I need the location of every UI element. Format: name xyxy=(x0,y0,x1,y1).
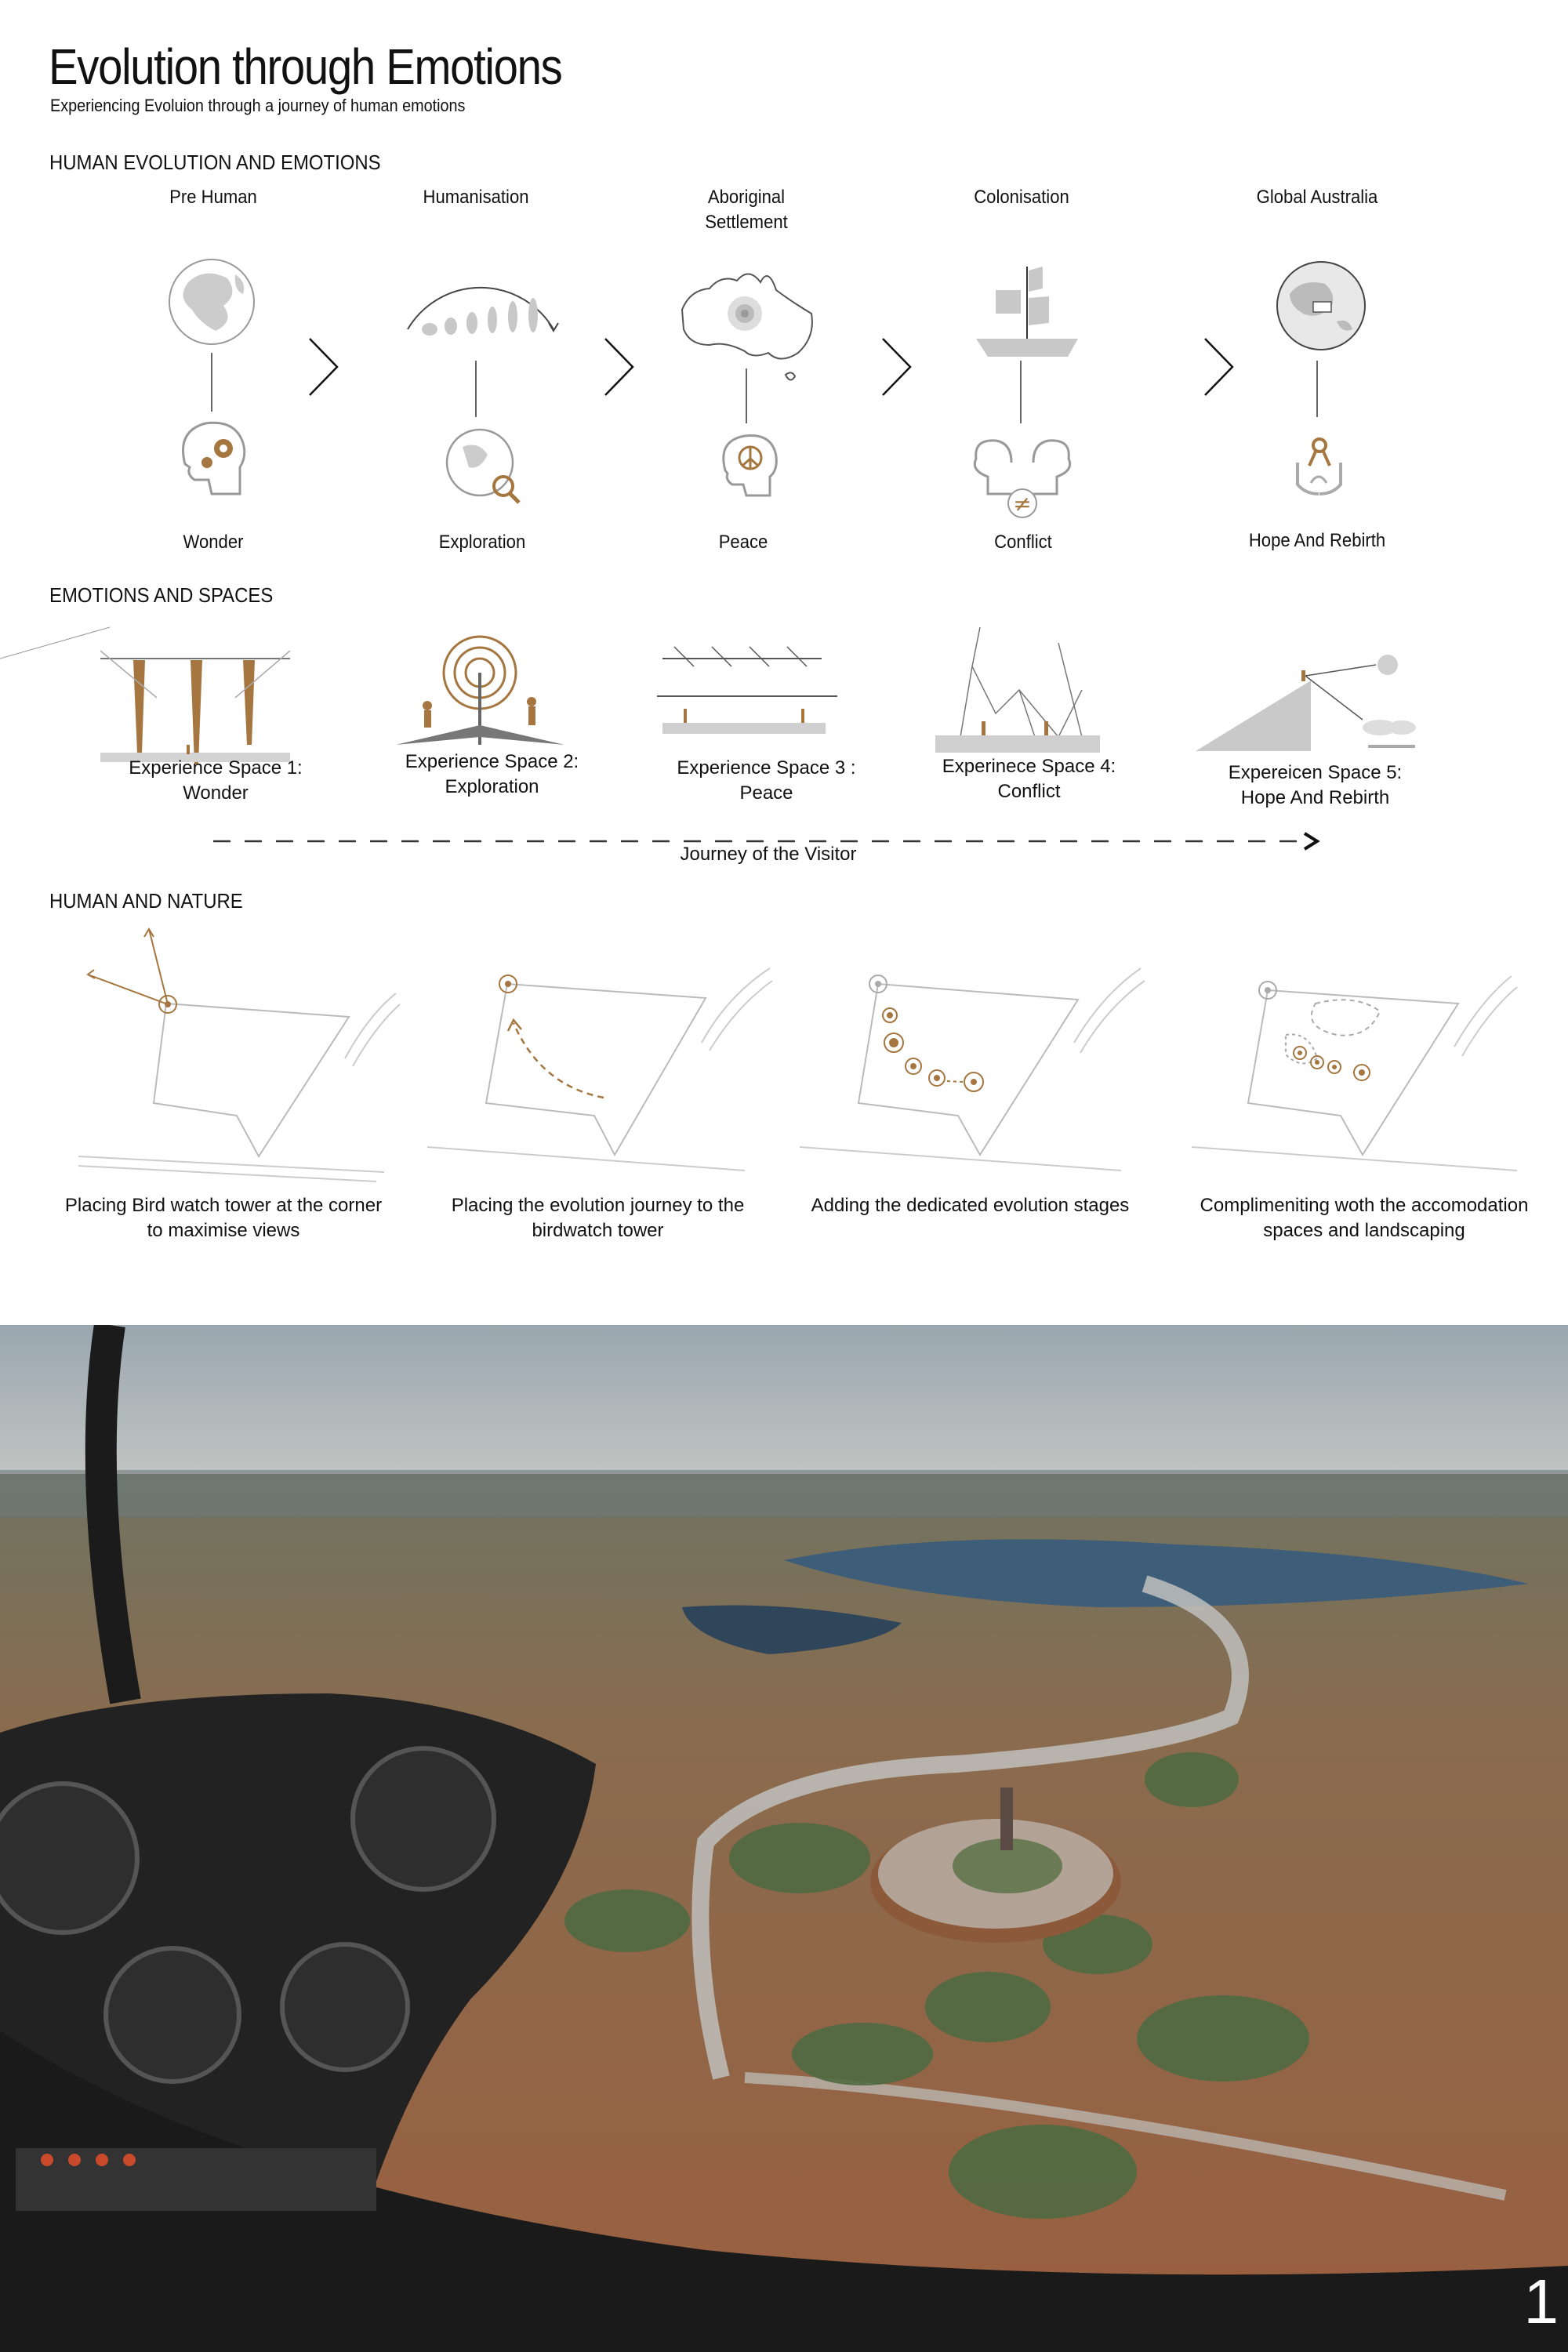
nature-caption-4: Complimeniting woth the accomodation spaces and landscaping xyxy=(1200,1195,1529,1241)
site-plan-3 xyxy=(800,968,1145,1171)
human-evolution-arc-icon xyxy=(408,288,558,336)
nature-caption-1: Placing Bird watch tower at the corner to maximise views xyxy=(64,1195,383,1241)
evolution-diagram xyxy=(0,235,1568,627)
space-hope-section xyxy=(1196,655,1416,751)
space-conflict-section xyxy=(935,627,1100,753)
site-plan-4 xyxy=(1192,976,1517,1171)
emotion-label-2: Exploration xyxy=(438,532,526,553)
section-heading-evolution: HUMAN EVOLUTION AND EMOTIONS xyxy=(49,151,381,174)
nature-caption-2: Placing the evolution journey to the birdwatch tower xyxy=(451,1195,745,1241)
section-heading-spaces: EMOTIONS AND SPACES xyxy=(49,583,274,607)
era-label-1: Pre Human xyxy=(169,187,257,208)
chevron-right-icon xyxy=(310,339,337,395)
site-plan-1 xyxy=(78,929,400,1181)
chevron-right-icon xyxy=(605,339,633,395)
space-wonder-section xyxy=(0,627,290,764)
emotion-label-4: Conflict xyxy=(994,532,1052,553)
era-label-5: Global Australia xyxy=(1256,187,1378,208)
hands-ribbon-icon xyxy=(1298,439,1341,494)
sailing-ship-icon xyxy=(976,267,1078,357)
pangaea-globe-icon xyxy=(169,260,254,344)
emotion-label-1: Wonder xyxy=(183,532,244,553)
peace-head-icon xyxy=(724,436,777,495)
conflict-heads-icon xyxy=(975,441,1069,517)
era-label-2: Humanisation xyxy=(423,187,529,208)
svg-text:≠: ≠ xyxy=(1013,491,1032,517)
space-caption-5: Expereicen Space 5: Hope And Rebirth xyxy=(1228,762,1403,808)
space-caption-4: Experinece Space 4: Conflict xyxy=(942,756,1116,802)
era-label-3: Aboriginal Settlement xyxy=(705,187,788,233)
nature-caption-3: Adding the dedicated evolution stages xyxy=(811,1195,1130,1216)
aerial-render-image xyxy=(0,1325,1568,2352)
site-plan-diagrams xyxy=(0,921,1568,1188)
journey-label: Journey of the Visitor xyxy=(680,844,857,865)
space-peace-section xyxy=(657,647,837,734)
emotion-label-3: Peace xyxy=(718,532,768,553)
page-number: 1 xyxy=(1523,2267,1559,2336)
page-title: Evolution through Emotions xyxy=(49,38,562,95)
section-heading-nature: HUMAN AND NATURE xyxy=(49,889,243,913)
globe-search-icon xyxy=(447,430,519,503)
era-label-4: Colonisation xyxy=(974,187,1069,208)
brain-gear-icon xyxy=(183,423,244,494)
emotion-label-5: Hope And Rebirth xyxy=(1248,530,1386,551)
space-caption-1: Experience Space 1: Wonder xyxy=(129,757,303,804)
page-subtitle: Experiencing Evoluion through a journey of human emotions xyxy=(50,96,466,115)
space-exploration-section xyxy=(396,637,564,745)
chevron-right-icon xyxy=(1205,339,1232,395)
australia-map-icon xyxy=(682,274,812,379)
site-plan-2 xyxy=(427,968,772,1171)
space-caption-3: Experience Space 3 : Peace xyxy=(677,757,856,804)
chevron-right-icon xyxy=(883,339,910,395)
space-caption-2: Experience Space 2: Exploration xyxy=(405,751,579,797)
world-globe-icon xyxy=(1277,262,1365,350)
